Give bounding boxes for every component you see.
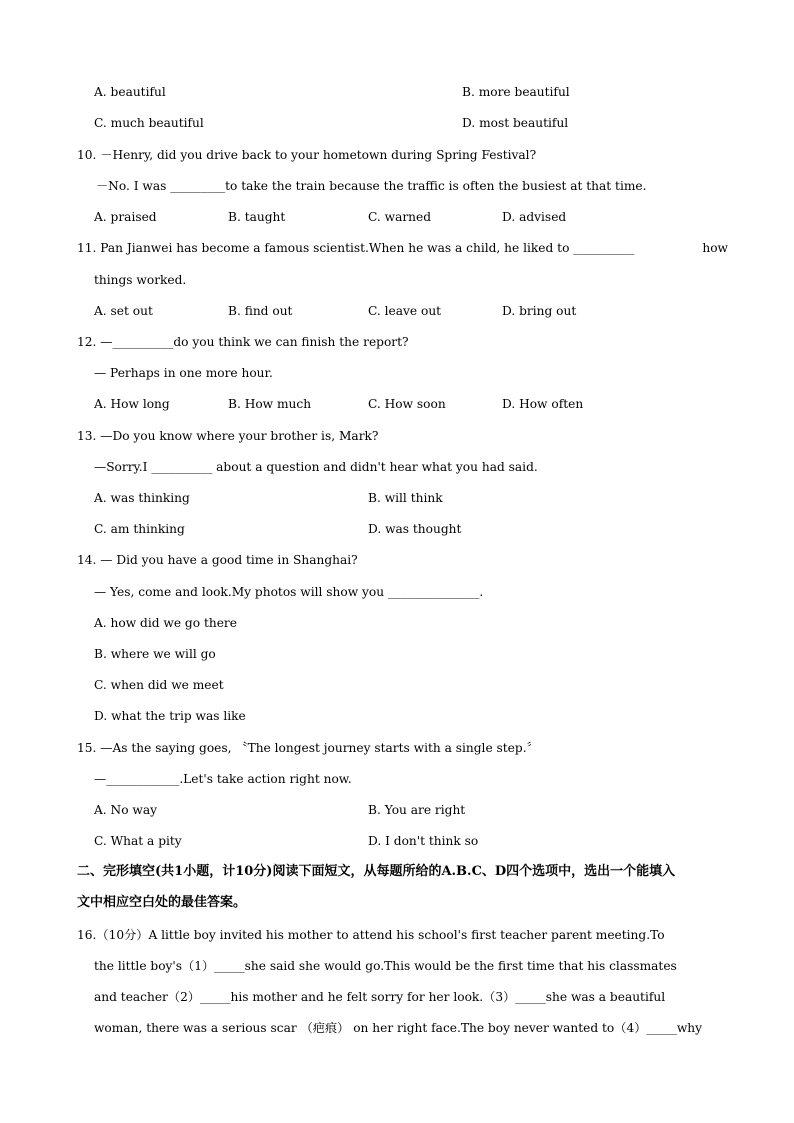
q10-option-a: A. praised bbox=[94, 210, 157, 224]
q12-option-c: C. How soon bbox=[368, 397, 446, 411]
q16-line1: 16.（10分）A little boy invited his mother to attend his school's first teacher parent meeting.To bbox=[77, 928, 665, 942]
q9-option-a: A. beautiful bbox=[94, 85, 166, 99]
q15-options-row1 bbox=[94, 802, 728, 818]
q12-options bbox=[94, 396, 728, 412]
section2-heading-line2: 文中相应空白处的最佳答案。 bbox=[77, 895, 247, 910]
q10-option-b: B. taught bbox=[228, 210, 286, 224]
q12-reply: — Perhaps in one more hour. bbox=[94, 366, 273, 380]
q15-stem: 15. —As the saying goes, 〝The longest journey starts with a single step.〞 bbox=[77, 741, 539, 755]
q13-options-row2 bbox=[94, 521, 728, 537]
q14-option-b: B. where we will go bbox=[94, 647, 216, 661]
q9-option-d: D. most beautiful bbox=[462, 116, 569, 130]
q13-option-d: D. was thought bbox=[368, 522, 462, 536]
q11-stem bbox=[77, 240, 728, 256]
q11-option-b: B. find out bbox=[228, 304, 293, 318]
q13-reply: —Sorry.I __________ about a question and didn't hear what you had said. bbox=[94, 460, 538, 474]
q14-option-a: A. how did we go there bbox=[94, 616, 237, 630]
q16-line2: the little boy's（1）_____she said she would go.This would be the first time that his classmates bbox=[94, 959, 677, 973]
q11-options bbox=[94, 303, 728, 319]
q9-option-b: B. more beautiful bbox=[462, 85, 570, 99]
q10-options bbox=[94, 209, 728, 225]
q15-option-d: D. I don't think so bbox=[368, 834, 479, 848]
q12-stem: 12. —__________do you think we can finish the report? bbox=[77, 335, 409, 349]
q10-option-d: D. advised bbox=[502, 210, 567, 224]
q9-options-row2 bbox=[94, 115, 728, 131]
q16-line3: and teacher（2）_____his mother and he felt sorry for her look.（3）_____she was a beautiful bbox=[94, 990, 666, 1004]
section2-heading-line1: 二、完形填空(共1小题，计10分)阅读下面短文，从每题所给的A.B.C、D四个选项中，选出一个能填入 bbox=[77, 864, 676, 879]
q14-option-d: D. what the trip was like bbox=[94, 709, 246, 723]
q14-option-c: C. when did we meet bbox=[94, 678, 224, 692]
q13-options-row1 bbox=[94, 490, 728, 506]
q15-option-c: C. What a pity bbox=[94, 834, 182, 848]
q14-reply: — Yes, come and look.My photos will show you _______________. bbox=[94, 585, 484, 599]
q11-stem-line2: things worked. bbox=[94, 273, 187, 287]
q10-reply: －No. I was _________to take the train because the traffic is often the busiest at that time. bbox=[96, 179, 647, 193]
q13-stem: 13. —Do you know where your brother is, Mark? bbox=[77, 429, 379, 443]
q16-line4: woman, there was a serious scar （疤痕） on her right face.The boy never wanted to（4）_____why bbox=[94, 1021, 703, 1035]
q10-stem: 10. －Henry, did you drive back to your hometown during Spring Festival? bbox=[77, 148, 537, 162]
q12-option-b: B. How much bbox=[228, 397, 312, 411]
q11-stem-part2: how bbox=[702, 241, 728, 255]
q13-option-a: A. was thinking bbox=[94, 491, 190, 505]
q15-option-b: B. You are right bbox=[368, 803, 466, 817]
q11-option-d: D. bring out bbox=[502, 304, 577, 318]
q13-option-b: B. will think bbox=[368, 491, 443, 505]
q15-option-a: A. No way bbox=[94, 803, 158, 817]
q13-option-c: C. am thinking bbox=[94, 522, 185, 536]
q15-reply: —____________.Let's take action right now. bbox=[94, 772, 352, 786]
q12-option-a: A. How long bbox=[94, 397, 170, 411]
q11-stem-part1: 11. Pan Jianwei has become a famous scientist.When he was a child, he liked to __________ bbox=[77, 241, 635, 255]
q9-options-row1 bbox=[94, 84, 728, 100]
q11-option-a: A. set out bbox=[94, 304, 153, 318]
q11-option-c: C. leave out bbox=[368, 304, 442, 318]
q12-option-d: D. How often bbox=[502, 397, 584, 411]
q9-option-c: C. much beautiful bbox=[94, 116, 204, 130]
q15-options-row2 bbox=[94, 833, 728, 849]
q10-option-c: C. warned bbox=[368, 210, 432, 224]
q14-stem: 14. — Did you have a good time in Shanghai? bbox=[77, 553, 358, 567]
